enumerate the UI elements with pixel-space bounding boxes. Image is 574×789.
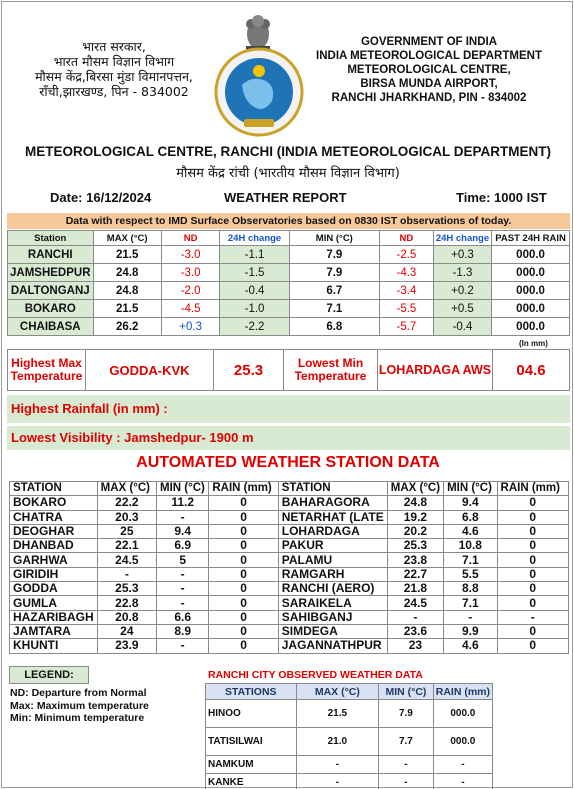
lowest-min-value: 04.6 <box>516 361 546 379</box>
station-name: DALTONGANJ <box>8 282 94 300</box>
table-cell: 22.1 <box>97 539 156 553</box>
hindi-address-block <box>16 39 212 99</box>
english-line: GOVERNMENT OF INDIA <box>360 36 498 48</box>
table-cell: 21.5 <box>296 700 379 728</box>
city-row <box>206 700 493 728</box>
english-line: RANCHI JHARKHAND, PIN - 834002 <box>331 92 527 104</box>
station-name: CHATRA <box>10 510 98 524</box>
table-cell: 19.2 <box>387 510 443 524</box>
aws-row <box>10 524 569 538</box>
table-cell: 4.6 <box>444 639 497 653</box>
table-cell: 20.8 <box>97 610 156 624</box>
table-cell: - <box>296 774 379 789</box>
table-cell: 000.0 <box>433 700 492 728</box>
hindi-line: मौसम केंद्र,बिरसा मुंडा विमानपत्तन, <box>35 69 193 84</box>
table-cell: - <box>444 610 497 624</box>
column-header: STATION <box>10 482 98 496</box>
table-cell: 24.8 <box>387 496 443 510</box>
hindi-line: राँची,झारखण्ड, पिन - 834002 <box>39 84 189 99</box>
centre-title-hindi: मौसम केंद्र रांची (भारतीय मौसम विज्ञान विभाग) <box>176 166 400 181</box>
table-cell: 21.0 <box>296 728 379 756</box>
station-name: JAMTARA <box>10 624 98 638</box>
table-cell: 22.2 <box>97 496 156 510</box>
table-row <box>8 300 570 318</box>
aws-row <box>10 639 569 653</box>
table-cell: 0 <box>497 524 568 538</box>
table-cell: -1.3 <box>433 264 491 282</box>
table-cell: 0 <box>209 567 278 581</box>
station-name: RANCHI <box>8 246 94 264</box>
english-address-block <box>304 35 554 105</box>
table-cell: 24.5 <box>387 596 443 610</box>
column-header: MAX (°C) <box>387 482 443 496</box>
table-cell: +0.2 <box>433 282 491 300</box>
table-cell: 24.5 <box>97 553 156 567</box>
imd-seal-icon <box>214 47 304 137</box>
aws-table <box>9 481 569 654</box>
column-header: MIN (°C) <box>379 684 434 700</box>
table-cell: 23.6 <box>387 624 443 638</box>
table-cell: -0.4 <box>433 318 491 336</box>
table-cell: -2.0 <box>161 282 220 300</box>
table-cell: 7.9 <box>289 264 379 282</box>
table-cell: 0 <box>209 496 278 510</box>
table-cell: 0 <box>209 539 278 553</box>
legend-line: ND: Departure from Normal <box>10 687 147 699</box>
column-header: 24H change <box>433 231 491 246</box>
table-cell: 0 <box>209 553 278 567</box>
legend-line: Min: Minimum temperature <box>10 712 145 724</box>
highest-max-label: Highest Max Temperature <box>8 350 86 390</box>
column-header: Station <box>8 231 94 246</box>
report-date: Date: 16/12/2024 <box>50 190 152 205</box>
column-header: MAX (°C) <box>97 482 156 496</box>
table-cell: 7.7 <box>379 728 434 756</box>
aws-row <box>10 582 569 596</box>
table-cell: 10.8 <box>444 539 497 553</box>
column-header: MIN (°C) <box>444 482 497 496</box>
highest-max-value: 25.3 <box>214 350 284 390</box>
table-cell: 20.2 <box>387 524 443 538</box>
table-cell: 000.0 <box>492 282 570 300</box>
table-cell: 0 <box>209 596 278 610</box>
column-header: MIN (°C) <box>289 231 379 246</box>
table-cell: 25 <box>97 524 156 538</box>
column-header: 24H change <box>220 231 289 246</box>
table-cell: - <box>433 774 492 789</box>
english-line: METEOROLOGICAL CENTRE, <box>347 64 511 76</box>
column-header: MIN (°C) <box>157 482 209 496</box>
table-cell: 5.5 <box>444 567 497 581</box>
table-cell: 20.3 <box>97 510 156 524</box>
station-name: DHANBAD <box>10 539 98 553</box>
weather-report-page <box>1 1 573 788</box>
station-name: HINOO <box>206 700 297 728</box>
table-row <box>8 282 570 300</box>
table-cell: -0.4 <box>220 282 289 300</box>
station-name: KHUNTI <box>10 639 98 653</box>
table-cell: 000.0 <box>492 318 570 336</box>
table-cell: 9.4 <box>157 524 209 538</box>
column-header: MAX (°C) <box>296 684 379 700</box>
table-cell: -2.2 <box>220 318 289 336</box>
table-cell: 6.6 <box>157 610 209 624</box>
table-cell: - <box>157 567 209 581</box>
table-cell: - <box>433 756 492 774</box>
aws-row <box>10 610 569 624</box>
table-cell: 0 <box>209 582 278 596</box>
table-cell: 26.2 <box>93 318 161 336</box>
table-cell: -4.3 <box>380 264 434 282</box>
table-cell: - <box>497 610 568 624</box>
column-header: STATION <box>278 482 387 496</box>
table-cell: -1.0 <box>220 300 289 318</box>
report-time: Time: 1000 IST <box>456 190 547 205</box>
table-cell: 21.5 <box>93 300 161 318</box>
table-cell: 8.8 <box>444 582 497 596</box>
table-cell: 7.1 <box>444 596 497 610</box>
table-cell: 0 <box>497 510 568 524</box>
table-cell: 22.8 <box>97 596 156 610</box>
table-cell: 000.0 <box>492 246 570 264</box>
table-cell: 000.0 <box>492 300 570 318</box>
table-cell: - <box>97 567 156 581</box>
table-cell: 6.8 <box>289 318 379 336</box>
table-cell: 24.8 <box>93 264 161 282</box>
station-name: BOKARO <box>10 496 98 510</box>
station-name: BAHARAGORA <box>278 496 387 510</box>
table-cell: -1.5 <box>220 264 289 282</box>
table-cell: - <box>379 756 434 774</box>
table-cell: 21.5 <box>93 246 161 264</box>
table-cell: 0 <box>209 639 278 653</box>
table-cell: -4.5 <box>161 300 220 318</box>
table-cell: +0.3 <box>433 246 491 264</box>
column-header: PAST 24H RAIN <box>492 231 570 246</box>
station-name: HAZARIBAGH <box>10 610 98 624</box>
aws-row <box>10 539 569 553</box>
aws-row <box>10 553 569 567</box>
aws-header-row <box>10 482 569 496</box>
column-header: ND <box>161 231 220 246</box>
table-cell: 0 <box>497 596 568 610</box>
table-cell: - <box>379 774 434 789</box>
table-cell: 0 <box>497 567 568 581</box>
lowest-min-label: Lowest Min Temperature <box>284 350 378 390</box>
table-cell: - <box>157 639 209 653</box>
city-row <box>206 756 493 774</box>
station-name: NETARHAT (LATE <box>278 510 387 524</box>
table-cell: 0 <box>209 510 278 524</box>
table-cell: 5 <box>157 553 209 567</box>
table-cell: 000.0 <box>433 728 492 756</box>
table-header-row <box>8 231 570 246</box>
station-name: GARHWA <box>10 553 98 567</box>
table-cell: 0 <box>209 624 278 638</box>
table-cell: +0.3 <box>161 318 220 336</box>
aws-row <box>10 596 569 610</box>
station-name: SAHIBGANJ <box>278 610 387 624</box>
city-table-title: RANCHI CITY OBSERVED WEATHER DATA <box>208 669 423 681</box>
table-cell: 7.9 <box>379 700 434 728</box>
table-cell: - <box>387 610 443 624</box>
table-cell: 9.9 <box>444 624 497 638</box>
table-cell: - <box>157 510 209 524</box>
city-weather-table <box>205 683 493 789</box>
surface-observatory-table <box>7 230 570 336</box>
station-name: SIMDEGA <box>278 624 387 638</box>
report-info-row <box>2 190 574 208</box>
report-title: WEATHER REPORT <box>224 190 347 205</box>
table-cell: 8.9 <box>157 624 209 638</box>
table-cell: 6.7 <box>289 282 379 300</box>
table-cell: - <box>157 582 209 596</box>
column-header: ND <box>380 231 434 246</box>
highest-max-station: GODDA-KVK <box>86 350 214 390</box>
table-cell: 0 <box>209 610 278 624</box>
station-name: GODDA <box>10 582 98 596</box>
table-cell: -3.4 <box>380 282 434 300</box>
station-name: BOKARO <box>8 300 94 318</box>
table-cell: 0 <box>497 553 568 567</box>
table-row <box>8 264 570 282</box>
table-cell: -5.7 <box>380 318 434 336</box>
table-cell: 6.9 <box>157 539 209 553</box>
table-row <box>8 246 570 264</box>
aws-row <box>10 496 569 510</box>
table-cell: 7.9 <box>289 246 379 264</box>
table-cell: -1.1 <box>220 246 289 264</box>
station-name: JAMSHEDPUR <box>8 264 94 282</box>
english-line: INDIA METEOROLOGICAL DEPARTMENT <box>316 50 542 62</box>
english-line: BIRSA MUNDA AIRPORT, <box>360 78 498 90</box>
column-header: RAIN (mm) <box>497 482 568 496</box>
column-header: RAIN (mm) <box>209 482 278 496</box>
hindi-line: भारत मौसम विज्ञान विभाग <box>53 54 175 69</box>
extremes-box <box>7 349 570 391</box>
table-cell: 24.8 <box>93 282 161 300</box>
station-name: SARAIKELA <box>278 596 387 610</box>
column-header: MAX (°C) <box>93 231 161 246</box>
table-cell: 23 <box>387 639 443 653</box>
column-header: STATIONS <box>206 684 297 700</box>
table-cell: 21.8 <box>387 582 443 596</box>
station-name: DEOGHAR <box>10 524 98 538</box>
highest-rainfall: Highest Rainfall (in mm) : <box>7 395 570 423</box>
table-cell: 23.8 <box>387 553 443 567</box>
table-cell: 24 <box>97 624 156 638</box>
legend <box>10 687 149 725</box>
table-cell: -3.0 <box>161 264 220 282</box>
table-cell: 22.7 <box>387 567 443 581</box>
table-cell: 0 <box>209 524 278 538</box>
table-cell: 0 <box>497 582 568 596</box>
table-cell: - <box>157 596 209 610</box>
table-cell: 0 <box>497 639 568 653</box>
station-name: TATISILWAI <box>206 728 297 756</box>
table-cell: 4.6 <box>444 524 497 538</box>
lowest-min-station: LOHARDAGA AWS <box>378 350 493 390</box>
table-cell: 11.2 <box>157 496 209 510</box>
station-name: KANKE <box>206 774 297 789</box>
aws-row <box>10 510 569 524</box>
table-cell: - <box>296 756 379 774</box>
table-cell: 000.0 <box>492 264 570 282</box>
table-row <box>8 318 570 336</box>
station-name: JAGANNATHPUR <box>278 639 387 653</box>
data-note-bar: Data with respect to IMD Surface Observatories based on 0830 IST observations of today. <box>7 213 570 229</box>
rain-unit-note: (In mm) <box>519 339 548 348</box>
station-name: PALAMU <box>278 553 387 567</box>
table-cell: -2.5 <box>380 246 434 264</box>
table-cell: 23.9 <box>97 639 156 653</box>
table-cell: -3.0 <box>161 246 220 264</box>
city-row <box>206 728 493 756</box>
aws-row <box>10 567 569 581</box>
lowest-visibility: Lowest Visibility : Jamshedpur- 1900 m <box>7 426 570 450</box>
table-cell: 7.1 <box>444 553 497 567</box>
table-cell: 0 <box>497 624 568 638</box>
station-name: CHAIBASA <box>8 318 94 336</box>
table-cell: 0 <box>497 539 568 553</box>
table-cell: 7.1 <box>289 300 379 318</box>
table-cell: 9.4 <box>444 496 497 510</box>
station-name: PAKUR <box>278 539 387 553</box>
table-cell: 25.3 <box>97 582 156 596</box>
station-name: LOHARDAGA <box>278 524 387 538</box>
station-name: GIRIDIH <box>10 567 98 581</box>
aws-title: AUTOMATED WEATHER STATION DATA <box>136 454 440 471</box>
legend-title: LEGEND: <box>9 666 89 684</box>
table-cell: +0.5 <box>433 300 491 318</box>
legend-line: Max: Maximum temperature <box>10 699 149 712</box>
hindi-line: भारत सरकार, <box>82 39 146 54</box>
column-header: RAIN (mm) <box>433 684 492 700</box>
table-cell: 0 <box>497 496 568 510</box>
table-cell: 6.8 <box>444 510 497 524</box>
station-name: GUMLA <box>10 596 98 610</box>
city-row <box>206 774 493 789</box>
aws-row <box>10 624 569 638</box>
station-name: NAMKUM <box>206 756 297 774</box>
station-name: RANCHI (AERO) <box>278 582 387 596</box>
centre-title-english: METEOROLOGICAL CENTRE, RANCHI (INDIA METEOROLOGICAL DEPARTMENT) <box>25 144 551 159</box>
table-cell: 25.3 <box>387 539 443 553</box>
station-name: RAMGARH <box>278 567 387 581</box>
city-header-row <box>206 684 493 700</box>
table-cell: -5.5 <box>380 300 434 318</box>
